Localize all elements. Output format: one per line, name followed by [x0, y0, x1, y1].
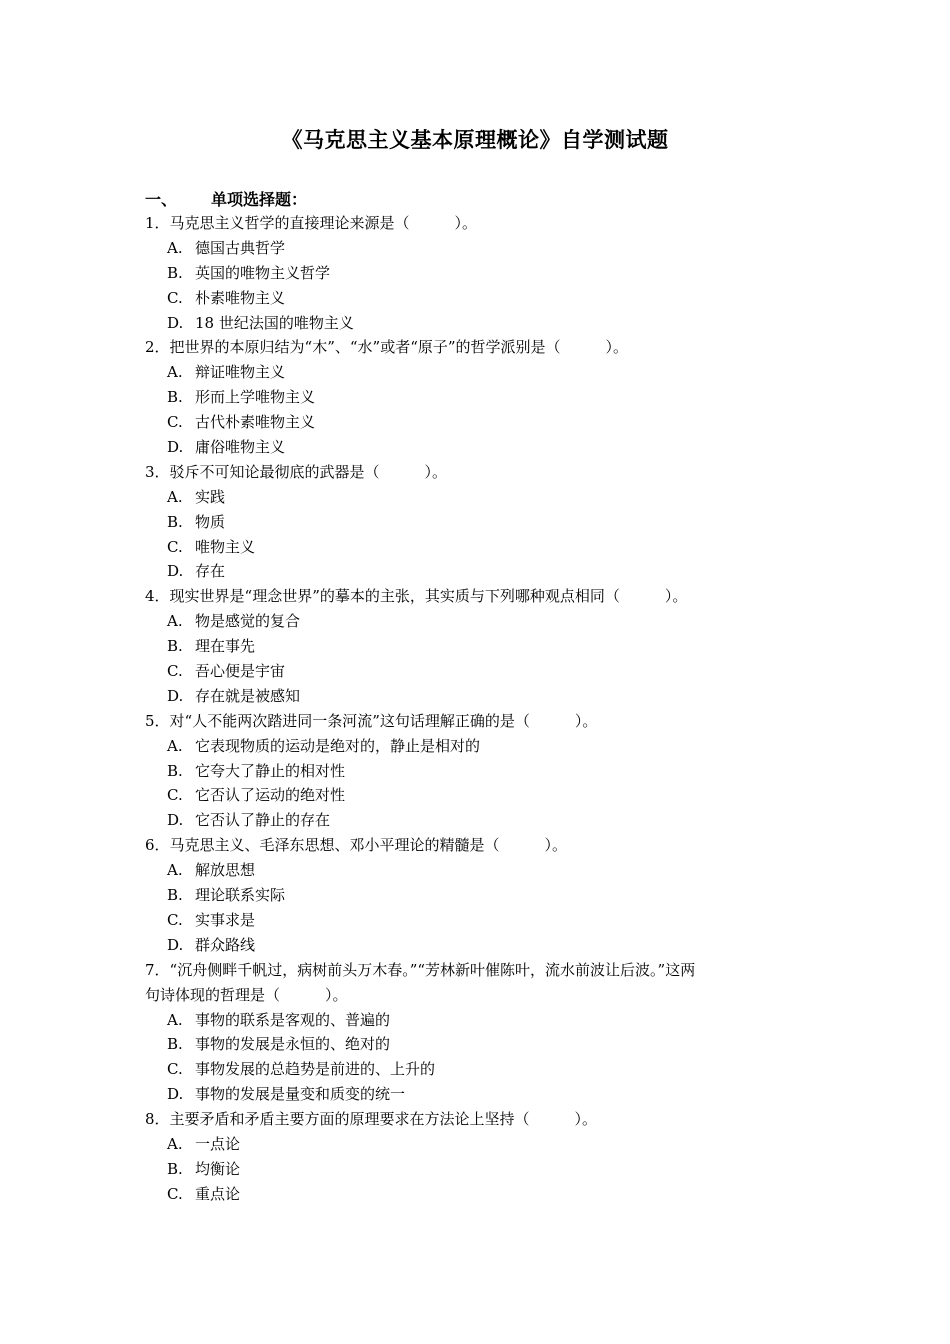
section-label: 单项选择题： [211, 190, 308, 209]
option-letter: D. [167, 935, 184, 954]
option-letter: B. [167, 761, 183, 780]
option-letter: D. [167, 438, 184, 457]
option-letter: A. [167, 612, 183, 631]
option-letter: C. [167, 413, 183, 432]
option-text: 德国古典哲学 [195, 238, 286, 257]
option-letter: A. [167, 736, 183, 755]
option-text: 辩证唯物主义 [195, 363, 286, 382]
answer-option [145, 261, 825, 286]
option-text: 均衡论 [195, 1159, 241, 1178]
question-text: 2．把世界的本原归结为“木”、“水”或者“原子”的哲学派别是（ ）。 [145, 338, 629, 357]
answer-option [145, 510, 825, 535]
option-text: 事物的联系是客观的、普遍的 [195, 1010, 391, 1029]
answer-option [145, 1132, 825, 1157]
answer-option [145, 1008, 825, 1033]
option-text: 存在就是被感知 [195, 686, 301, 705]
option-letter: B. [167, 637, 183, 656]
option-text: 实事求是 [195, 910, 256, 929]
option-text: 18 世纪法国的唯物主义 [195, 313, 354, 332]
answer-option [145, 1057, 825, 1082]
option-text: 存在 [195, 562, 226, 581]
question-text: 4．现实世界是“理念世界”的摹本的主张，其实质与下列哪种观点相同（ ）。 [145, 587, 688, 606]
option-letter: B. [167, 886, 183, 905]
option-letter: A. [167, 238, 183, 257]
section-number: 一、 [145, 190, 178, 209]
answer-option [145, 634, 825, 659]
option-text: 它否认了静止的存在 [195, 811, 331, 830]
question-text: 6．马克思主义、毛泽东思想、邓小平理论的精髓是（ ）。 [145, 836, 568, 855]
question-text: 1．马克思主义哲学的直接理论来源是（ ）。 [145, 214, 478, 232]
answer-option [145, 559, 825, 584]
option-letter: A. [167, 363, 183, 382]
question-text: 5．对“人不能两次踏进同一条河流”这句话理解正确的是（ ）。 [145, 711, 598, 730]
answer-option [145, 1032, 825, 1057]
option-letter: D. [167, 1085, 184, 1104]
option-letter: C. [167, 537, 183, 556]
answer-option [145, 908, 825, 933]
answer-option [145, 286, 825, 311]
option-letter: B. [167, 1035, 183, 1054]
option-text: 实践 [195, 487, 226, 506]
option-text: 解放思想 [195, 861, 256, 880]
answer-option [145, 311, 825, 336]
option-text: 英国的唯物主义哲学 [195, 263, 331, 282]
section-heading [145, 187, 307, 210]
page-title: 《马克思主义基本原理概论》自学测试题 [281, 128, 669, 152]
option-letter: C. [167, 1184, 183, 1203]
option-text: 事物发展的总趋势是前进的、上升的 [195, 1060, 436, 1079]
answer-option [145, 1182, 825, 1207]
answer-option [145, 659, 825, 684]
question-text: 7．“沉舟侧畔千帆过，病树前头万木春。”“芳林新叶催陈叶，流水前波让后波。”这两 [145, 960, 696, 979]
question-item [145, 958, 825, 1107]
option-letter: A. [167, 1134, 183, 1153]
answer-option [145, 684, 825, 709]
option-letter: C. [167, 910, 183, 929]
option-text: 物是感觉的复合 [195, 612, 301, 631]
option-letter: C. [167, 662, 183, 681]
option-text: 它夸大了静止的相对性 [195, 761, 346, 780]
option-letter: A. [167, 1010, 183, 1029]
option-letter: A. [167, 487, 183, 506]
option-letter: D. [167, 562, 184, 581]
question-text: 3．驳斥不可知论最彻底的武器是（ ）。 [145, 462, 448, 481]
question-item [145, 709, 825, 833]
option-text: 物质 [195, 512, 226, 531]
option-text: 它表现物质的运动是绝对的，静止是相对的 [195, 736, 481, 755]
option-letter: D. [167, 686, 184, 705]
answer-option [145, 1157, 825, 1182]
question-item [145, 1107, 825, 1207]
option-letter: B. [167, 512, 183, 531]
answer-option [145, 236, 825, 261]
question-item [145, 211, 825, 335]
answer-option [145, 485, 825, 510]
question-text: 8．主要矛盾和矛盾主要方面的原理要求在方法论上坚持（ ）。 [145, 1110, 598, 1129]
option-text: 理论联系实际 [195, 886, 286, 905]
option-letter: C. [167, 786, 183, 805]
option-text: 重点论 [195, 1184, 241, 1203]
question-text: 句诗体现的哲理是（ ）。 [145, 985, 348, 1004]
option-text: 吾心便是宇宙 [195, 662, 286, 681]
option-text: 庸俗唯物主义 [195, 438, 286, 457]
option-letter: B. [167, 263, 183, 282]
option-text: 理在事先 [195, 637, 256, 656]
question-list [145, 211, 825, 1207]
option-letter: B. [167, 388, 183, 407]
question-item [145, 584, 825, 708]
answer-option [145, 410, 825, 435]
answer-option [145, 385, 825, 410]
option-text: 事物的发展是永恒的、绝对的 [195, 1035, 391, 1054]
option-letter: A. [167, 861, 183, 880]
answer-option [145, 435, 825, 460]
question-item [145, 833, 825, 957]
answer-option [145, 360, 825, 385]
question-item [145, 460, 825, 584]
answer-option [145, 609, 825, 634]
answer-option [145, 783, 825, 808]
option-text: 形而上学唯物主义 [195, 388, 316, 407]
answer-option [145, 858, 825, 883]
option-letter: D. [167, 811, 184, 830]
option-text: 群众路线 [195, 935, 256, 954]
option-text: 唯物主义 [195, 537, 256, 556]
answer-option [145, 734, 825, 759]
option-letter: C. [167, 288, 183, 307]
option-text: 朴素唯物主义 [195, 288, 286, 307]
option-letter: D. [167, 313, 184, 332]
question-item [145, 335, 825, 459]
option-text: 古代朴素唯物主义 [195, 413, 316, 432]
answer-option [145, 883, 825, 908]
answer-option [145, 535, 825, 560]
option-letter: C. [167, 1060, 183, 1079]
answer-option [145, 933, 825, 958]
answer-option [145, 1082, 825, 1107]
option-text: 事物的发展是量变和质变的统一 [195, 1085, 406, 1104]
option-text: 它否认了运动的绝对性 [195, 786, 346, 805]
answer-option [145, 808, 825, 833]
option-letter: B. [167, 1159, 183, 1178]
option-text: 一点论 [195, 1134, 241, 1153]
answer-option [145, 759, 825, 784]
